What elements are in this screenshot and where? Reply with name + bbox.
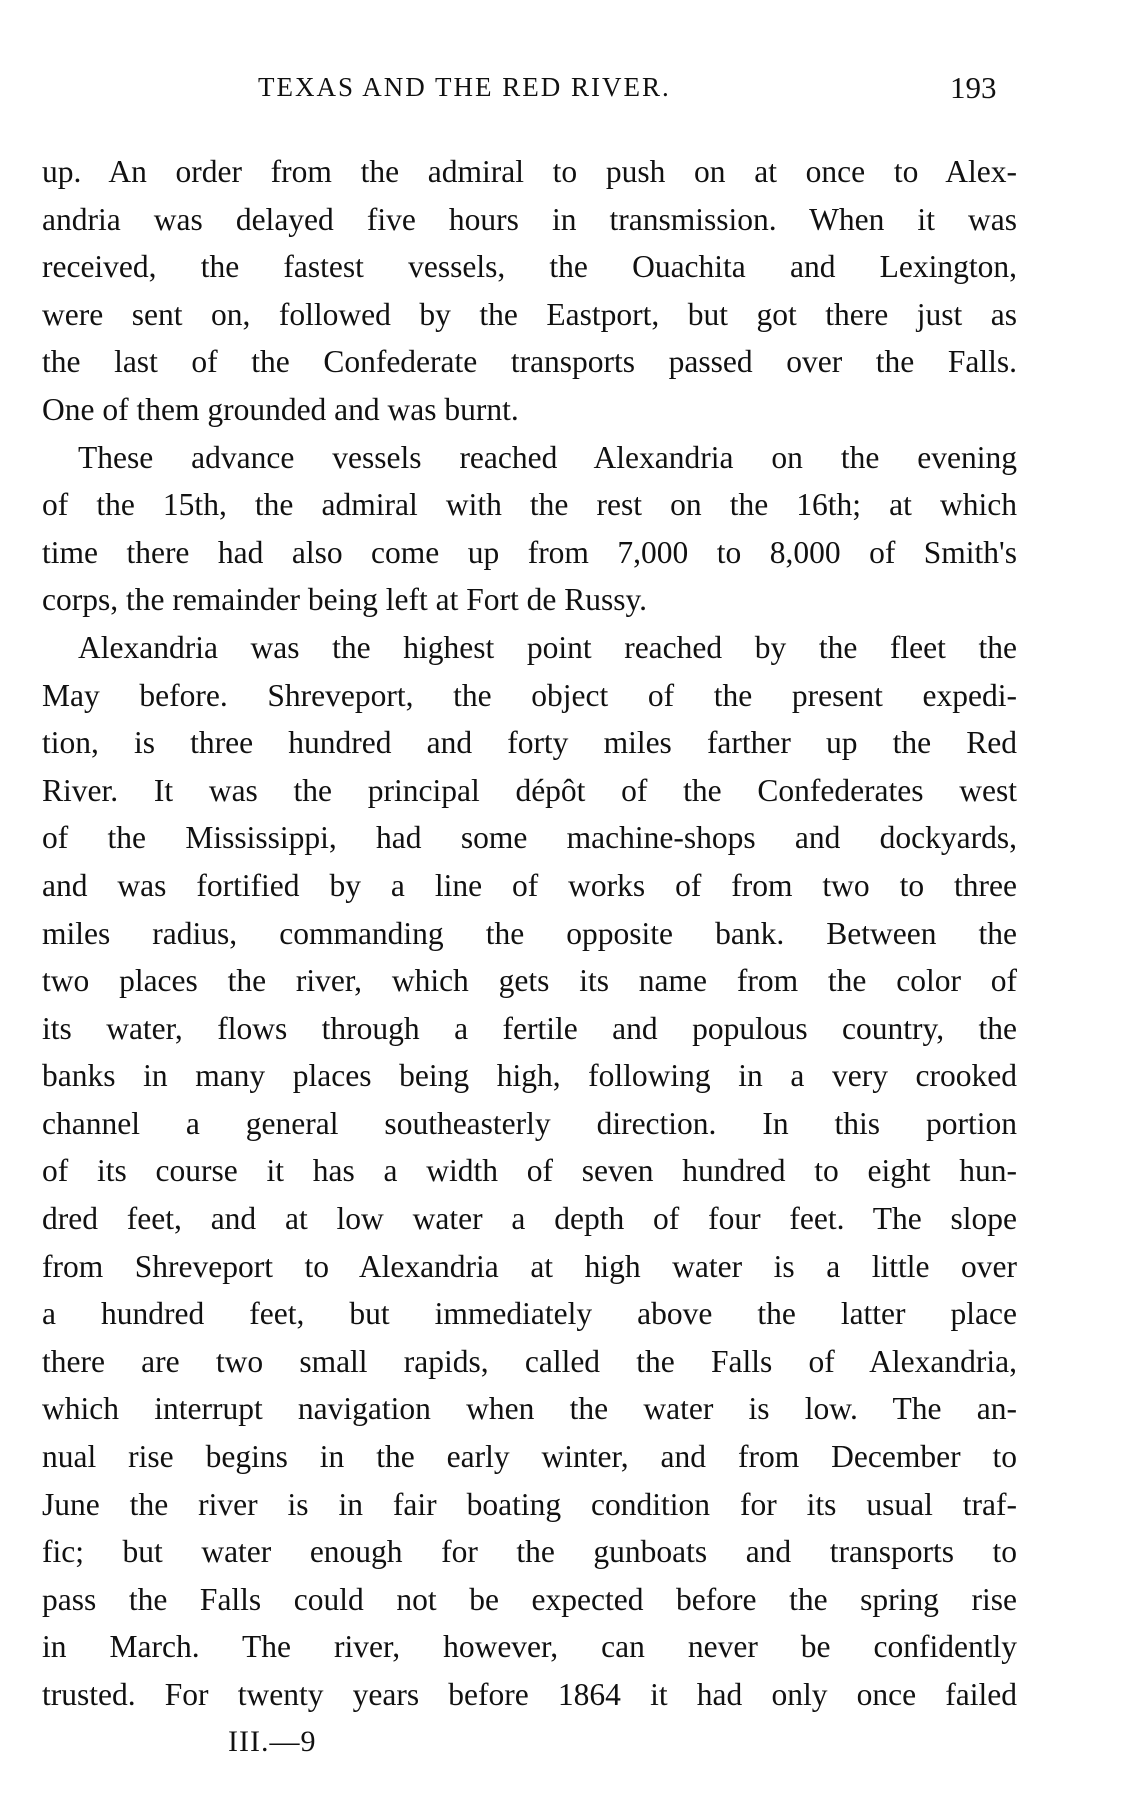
text-line: trusted. For twenty years before 1864 it had only once failed (42, 1677, 1017, 1712)
paragraph (42, 434, 1017, 624)
text-line: fic; but water enough for the gunboats and transports to (42, 1534, 1017, 1570)
text-line: dred feet, and at low water a depth of four feet. The slope (42, 1201, 1017, 1237)
text-line: of the Mississippi, had some machine-shops and dockyards, (42, 820, 1017, 856)
text-line: time there had also come up from 7,000 to 8,000 of Smith's (42, 534, 1017, 570)
text-line: tion, is three hundred and forty miles farther up the Red (42, 725, 1017, 761)
text-line: River. It was the principal dépôt of the Confederates west (42, 772, 1017, 808)
text-line: its water, flows through a fertile and populous country, the (42, 1010, 1017, 1046)
text-line: a hundred feet, but immediately above the latter place (42, 1296, 1017, 1332)
text-line: which interrupt navigation when the water is low. The an- (42, 1391, 1017, 1427)
text-line: were sent on, followed by the Eastport, but got there just as (42, 296, 1017, 332)
text-line: May before. Shreveport, the object of the present expedi- (42, 677, 1017, 713)
text-line: of the 15th, the admiral with the rest on the 16th; at which (42, 487, 1017, 523)
text-line: nual rise begins in the early winter, and from December to (42, 1439, 1017, 1475)
text-line: in March. The river, however, can never be confidently (42, 1629, 1017, 1665)
text-line: there are two small rapids, called the Falls of Alexandria, (42, 1343, 1017, 1379)
text-line: miles radius, commanding the opposite bank. Between the (42, 915, 1017, 951)
text-line: pass the Falls could not be expected before the spring rise (42, 1581, 1017, 1617)
text-line: and was fortified by a line of works of from two to three (42, 867, 1017, 903)
text-line: received, the fastest vessels, the Ouachita and Lexington, (42, 249, 1017, 285)
text-line: two places the river, which gets its name from the color of (42, 963, 1017, 999)
paragraph (42, 624, 1017, 1719)
text-line: from Shreveport to Alexandria at high water is a little over (42, 1248, 1017, 1284)
text-line: corps, the remainder being left at Fort de Russy. (42, 582, 648, 618)
text-line: channel a general southeasterly direction. In this portion (42, 1105, 1017, 1141)
text-line: banks in many places being high, following in a very crooked (42, 1058, 1017, 1094)
paragraph (42, 148, 1017, 434)
text-line: up. An order from the admiral to push on at once to Alex- (42, 154, 1017, 189)
running-head: TEXAS AND THE RED RIVER. (258, 72, 671, 102)
text-line: One of them grounded and was burnt. (42, 391, 519, 427)
page-number: 193 (950, 70, 997, 105)
text-line: Alexandria was the highest point reached by the fleet the (78, 629, 1017, 665)
body-text (42, 148, 1017, 1719)
signature-mark: III.—9 (228, 1725, 317, 1758)
text-line: andria was delayed five hours in transmission. When it was (42, 201, 1017, 237)
text-line: June the river is in fair boating condition for its usual traf- (42, 1486, 1017, 1522)
text-line: These advance vessels reached Alexandria on the evening (78, 439, 1017, 475)
text-line: of its course it has a width of seven hundred to eight hun- (42, 1153, 1017, 1189)
text-line: the last of the Confederate transports passed over the Falls. (42, 344, 1017, 380)
